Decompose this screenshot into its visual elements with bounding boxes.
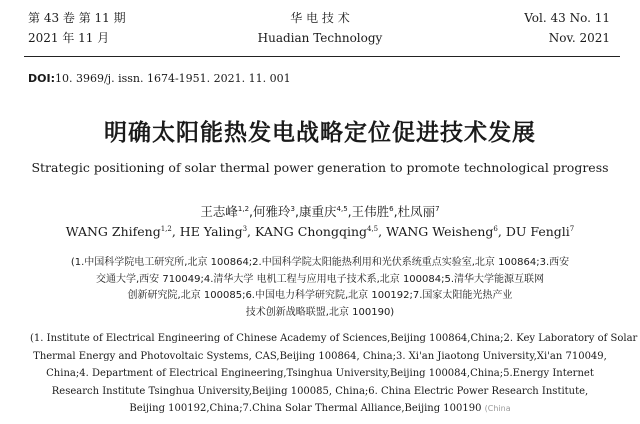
affiliation-line: China;4. Department of Electrical Engineering,Tsinghua University,Beijing 100084,China;5.Energy Internet [46,368,594,379]
affiliations-english [30,330,638,418]
affiliation-line: (1. Institute of Electrical Engineering of Chinese Academy of Sciences,Beijing 100864,China;2. Key Laboratory of Solar [30,333,638,344]
date-en: Nov. 2021 [548,31,610,45]
volume-issue-cn: 第 43 卷 第 11 期 [28,11,126,25]
affiliation-line: (1.中国科学院电工研究所,北京 100864;2.中国科学院太阳能热利用和光伏系统重点实验室,北京 100864;3.西安 [70,257,570,268]
affiliation-line: 交通大学,西安 710049;4.清华大学 电机工程与应用电子技术系,北京 100084;5.清华大学能源互联网 [95,273,545,285]
watermark: (China [484,404,511,413]
author-cn: 王伟胜$^6$ [351,204,394,219]
affiliation-line: Beijing 100192,China;7.China Solar Thermal Alliance,Beijing 100190 (China [129,403,511,414]
author-en: WANG Zhifeng$^{1,2}$ [65,224,172,239]
author-en: WANG Weisheng$^6$ [386,224,498,239]
affiliations-chinese [40,255,600,321]
title-chinese: 明确太阳能热发电战略定位促进技术发展 [104,120,536,146]
volume-issue-en: Vol. 43 No. 11 [524,11,610,25]
affiliation-line: 创新研究院,北京 100085;6.中国电力科学研究院,北京 100192;7.国家太阳能光热产业 [127,290,513,301]
journal-header [0,8,640,52]
title-english: Strategic positioning of solar thermal power generation to promote technological progress [31,160,609,175]
author-en: DU Fengli$^7$ [505,224,575,239]
author-cn: 何雅玲$^3$ [253,204,296,219]
journal-name-en: Huadian Technology [257,31,383,45]
author-cn: 杜凤丽$^7$ [397,204,440,219]
author-cn: 王志峰$^{1,2}$ [200,204,250,219]
header-right [524,8,610,48]
affiliation-line: 技术创新战略联盟,北京 100190) [245,306,395,318]
doi-value: 10. 3969/j. issn. 1674-1951. 2021. 11. 001 [54,72,291,85]
author-en: KANG Chongqing$^{4,5}$ [255,224,379,239]
header-rule [24,56,620,57]
affiliation-line: Thermal Energy and Photovoltaic Systems, CAS,Beijing 100864, China;3. Xi'an Jiaotong University,Xi'an 710049, [33,350,607,362]
author-cn: 康重庆$^{4,5}$ [299,204,348,219]
date-cn: 2021 年 11 月 [28,31,110,45]
doi-label: DOI: [28,72,55,85]
authors-chinese: 王志峰$^{1,2}$,何雅玲$^3$,康重庆$^{4,5}$,王伟胜$^6$,杜凤丽$^7$ [200,204,440,219]
journal-name-cn: 华 电 技 术 [290,11,350,25]
affiliation-line: Research Institute Tsinghua University,Beijing 100085, China;6. China Electric Power Research Institute, [51,385,589,397]
author-en: HE Yaling$^3$ [179,224,248,239]
doi-line [28,72,291,85]
authors-english: WANG Zhifeng$^{1,2}$, HE Yaling$^3$, KANG Chongqing$^{4,5}$, WANG Weisheng$^6$, DU Fengli$^7$ [65,224,575,239]
